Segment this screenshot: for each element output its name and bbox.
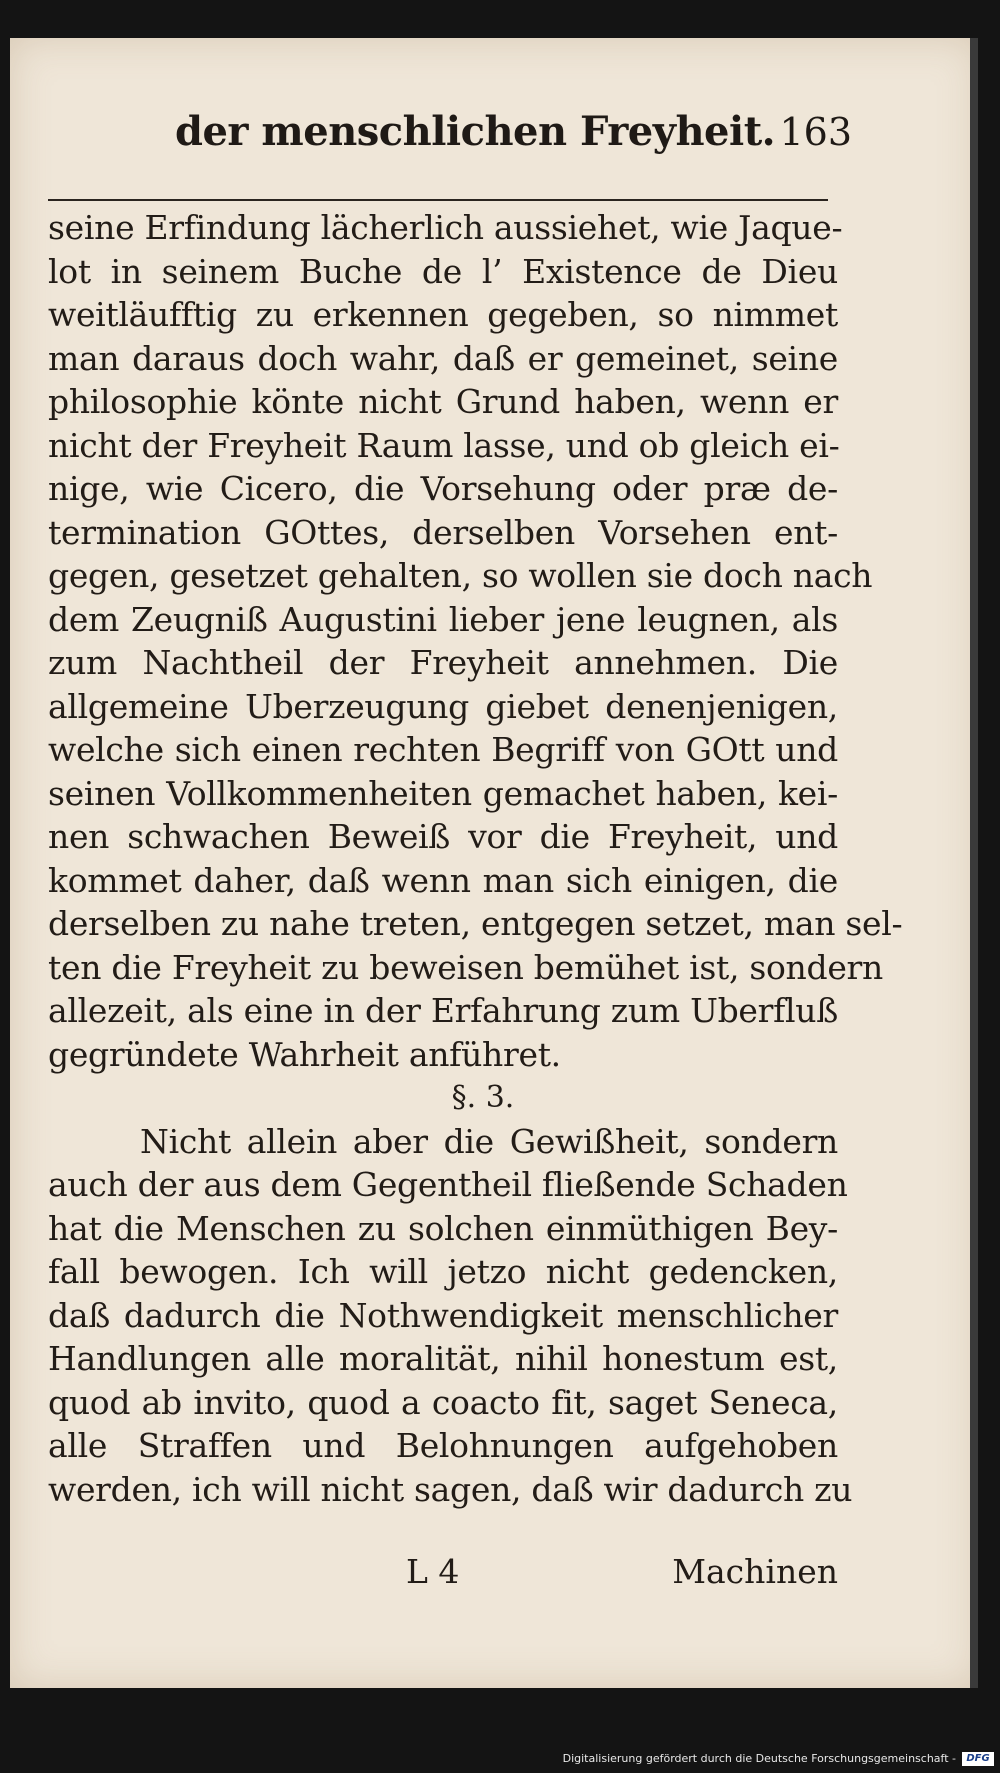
text-line: zum Nachtheil der Freyheit annehmen. Die <box>48 643 838 682</box>
page-number: 163 <box>779 110 852 154</box>
credit-bar <box>0 1739 1000 1773</box>
text-line: welche sich einen rechten Begriff von GOtt und <box>48 730 838 769</box>
text-line: weitläufftig zu erkennen gegeben, so nimmet <box>48 295 838 334</box>
text-line: allezeit, als eine in der Erfahrung zum Uberfluß <box>48 991 838 1030</box>
body-text <box>48 206 903 1511</box>
text-line: nige, wie Cicero, die Vorsehung oder præ de- <box>48 469 838 508</box>
text-line: philosophie könte nicht Grund haben, wenn er <box>48 382 838 421</box>
text-line: Handlungen alle moralität, nihil honestum est, <box>48 1339 838 1378</box>
text-line: werden, ich will nicht sagen, daß wir dadurch zu <box>48 1469 853 1509</box>
text-line: alle Straffen und Belohnungen aufgehoben <box>48 1426 838 1465</box>
text-line: allgemeine Uberzeugung giebet denenjenigen, <box>48 686 838 726</box>
page-footer <box>48 1550 838 1594</box>
funding-credit: Digitalisierung gefördert durch die Deutsche Forschungsgemeinschaft - <box>562 1752 956 1765</box>
text-line: termination GOttes, derselben Vorsehen ent- <box>48 512 838 552</box>
catchword: Machinen <box>672 1552 838 1591</box>
header-rule <box>48 199 828 201</box>
text-line: dem Zeugniß Augustini lieber jene leugnen, als <box>48 599 838 639</box>
text-line: gegründete Wahrheit anführet. <box>48 1034 561 1074</box>
page-edge <box>970 38 978 1688</box>
text-line: hat die Menschen zu solchen einmüthigen Bey- <box>48 1208 838 1248</box>
text-line: nicht der Freyheit Raum lasse, und ob gleich ei- <box>48 425 840 465</box>
text-line: derselben zu nahe treten, entgegen setzet, man sel- <box>48 904 903 943</box>
text-line: auch der aus dem Gegentheil fließende Schaden <box>48 1165 848 1204</box>
signature-mark: L 4 <box>406 1552 460 1591</box>
text-line: daß dadurch die Nothwendigkeit menschlicher <box>48 1295 838 1335</box>
dfg-logo: DFG <box>962 1752 994 1766</box>
text-line: fall bewogen. Ich will jetzo nicht gedencken, <box>48 1252 838 1291</box>
text-line: lot in seinem Buche de l’ Existence de Dieu <box>48 251 838 291</box>
text-line: Nicht allein aber die Gewißheit, sondern <box>140 1121 838 1161</box>
text-line: nen schwachen Beweiß vor die Freyheit, und <box>48 817 838 856</box>
text-line: quod ab invito, quod a coacto fit, saget Seneca, <box>48 1382 838 1422</box>
section-heading: §. 3. <box>451 1080 515 1115</box>
text-line: man daraus doch wahr, daß er gemeinet, seine <box>48 338 838 378</box>
text-line: ten die Freyheit zu beweisen bemühet ist, sondern <box>48 947 883 987</box>
text-line: gegen, gesetzet gehalten, so wollen sie doch nach <box>48 556 873 595</box>
text-line: seine Erfindung lächerlich aussiehet, wie Jaque- <box>48 208 843 247</box>
text-line: kommet daher, daß wenn man sich einigen, die <box>48 860 838 900</box>
text-line: seinen Vollkommenheiten gemachet haben, kei- <box>48 773 838 813</box>
running-title: der menschlichen Freyheit. <box>175 108 776 155</box>
